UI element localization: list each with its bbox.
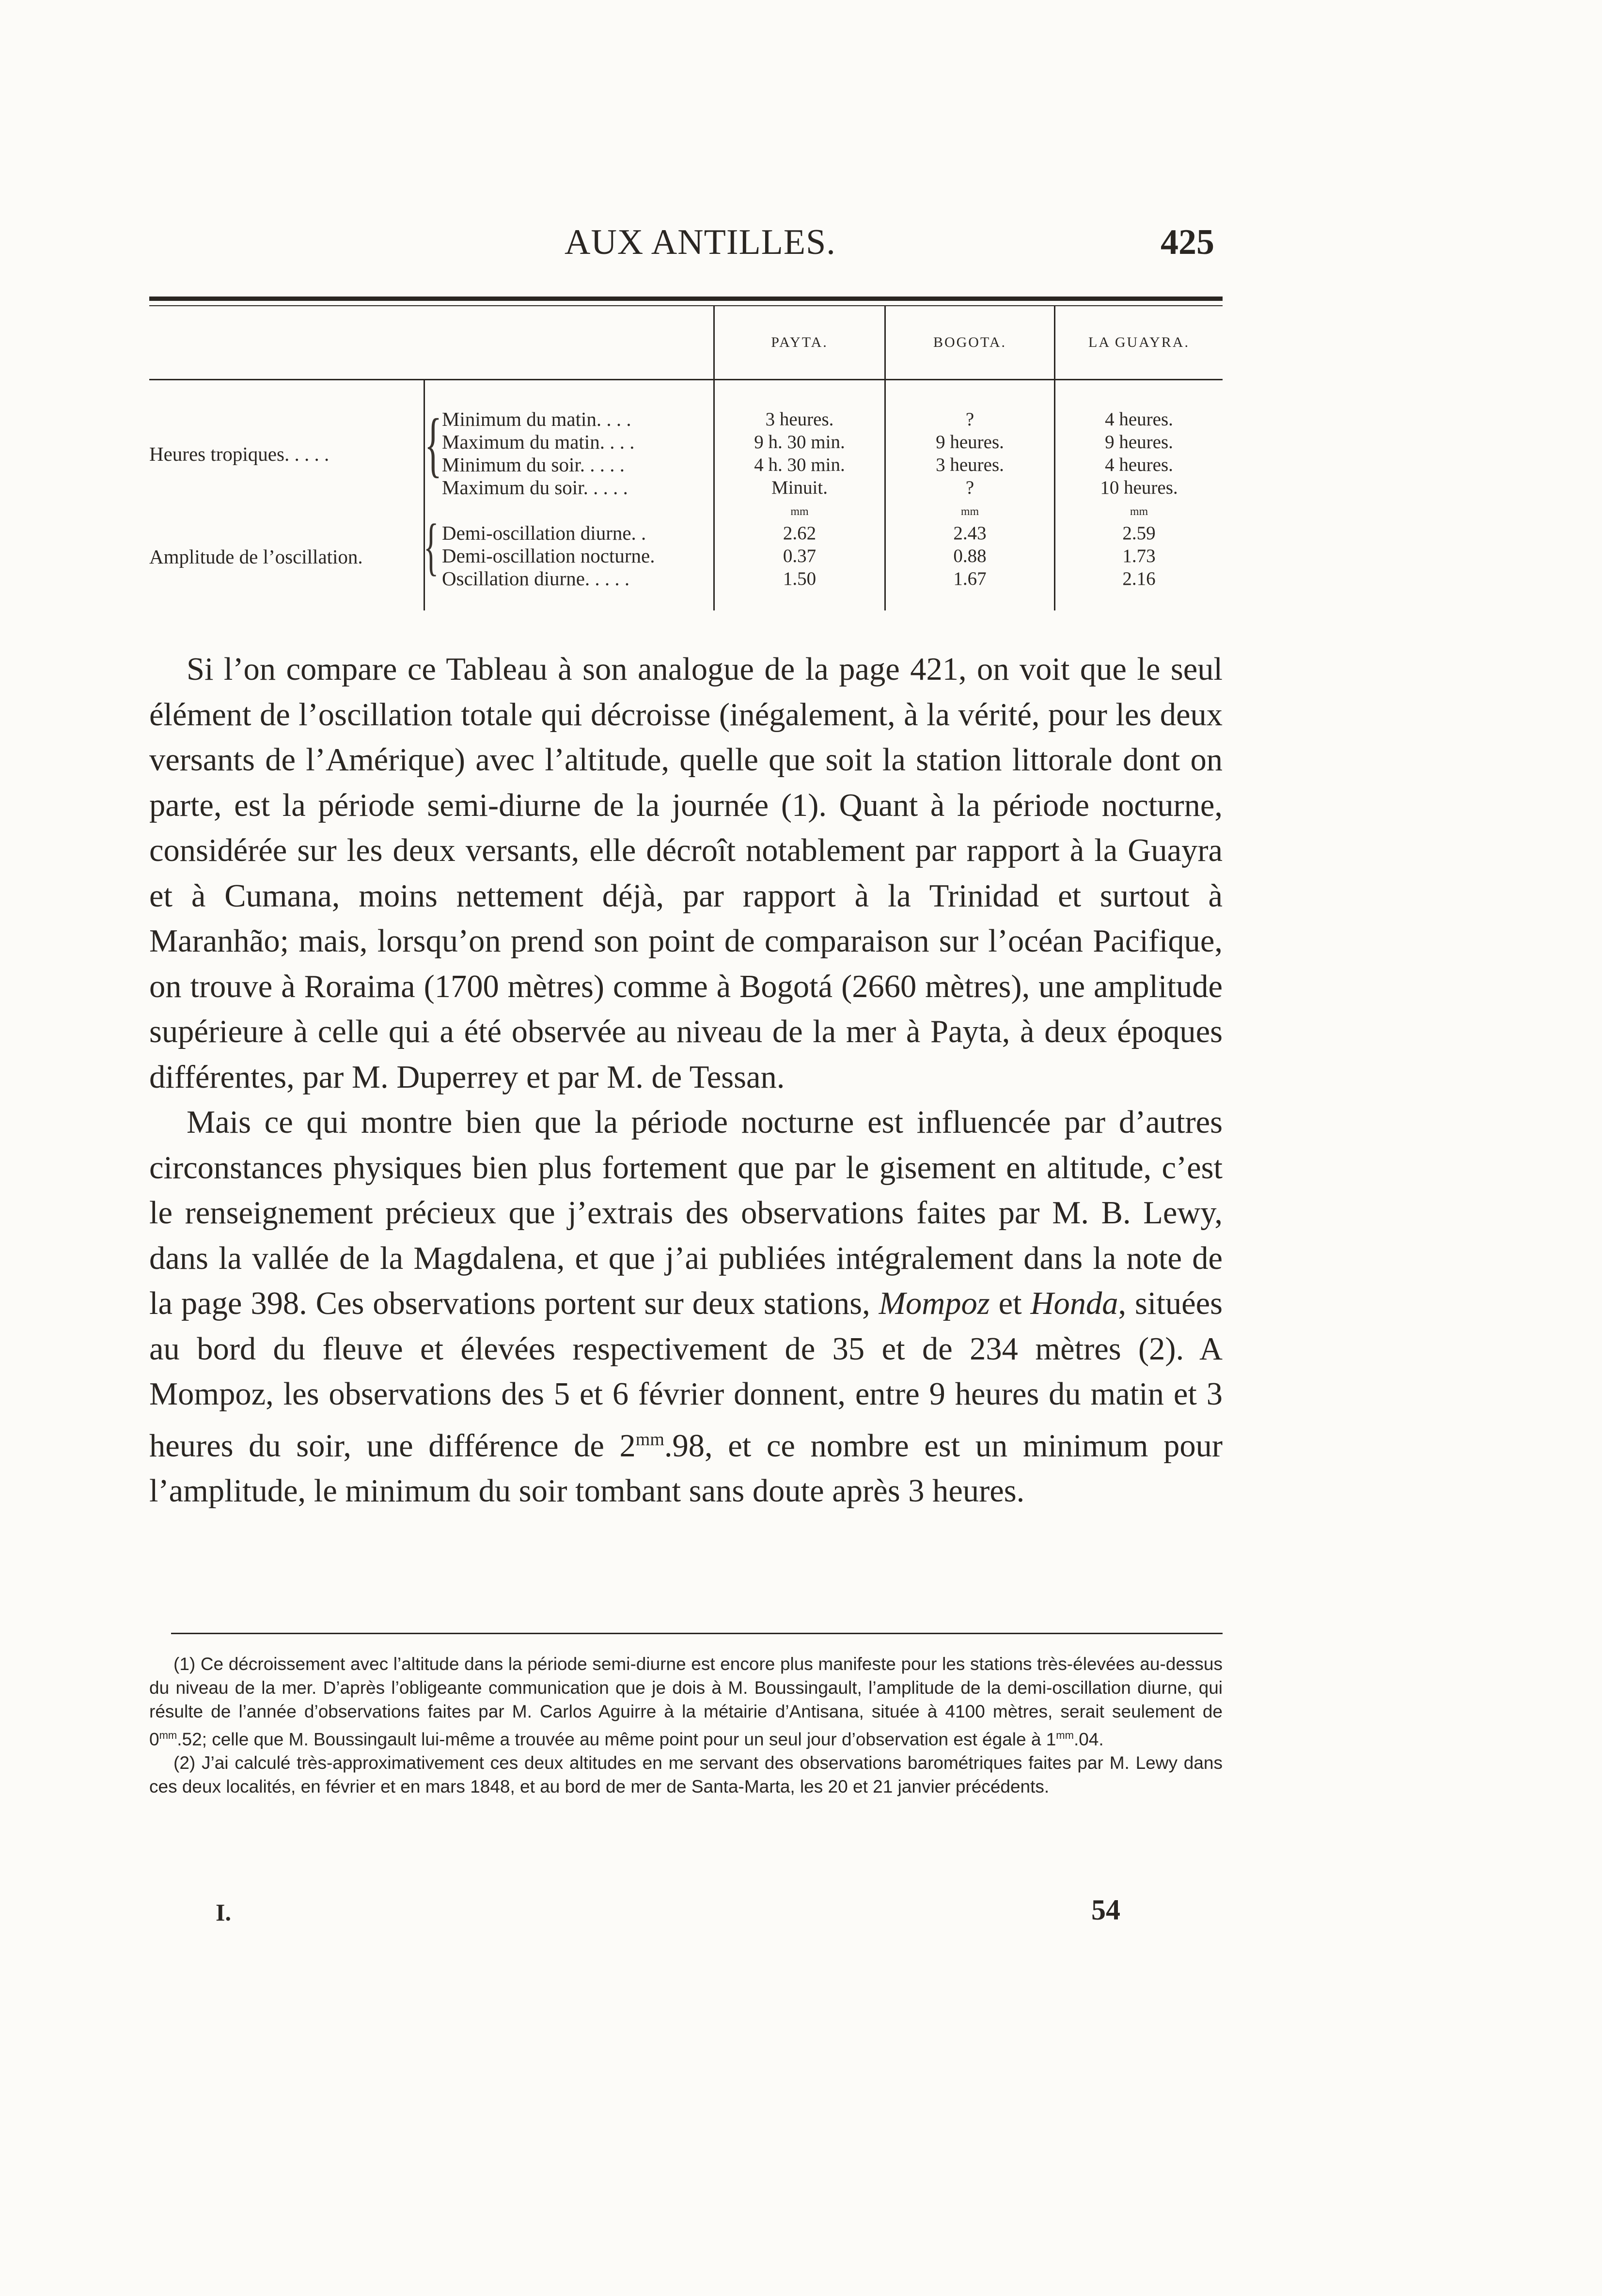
row-label: Oscillation diurne. . . . .: [442, 567, 630, 590]
place-name-honda: Honda: [1030, 1286, 1118, 1321]
table-cell: 4 heures.: [1105, 409, 1173, 430]
place-name-mompoz: Mompoz: [879, 1286, 990, 1321]
table-cell: 2.59: [1122, 523, 1156, 544]
footnote-rule: [171, 1633, 1223, 1634]
text-run: (1) Ce décroissement avec l’altitude dans la période semi-diurne est encore plus manifeste pour les stations très-élevées au-dessus du niveau de la mer. D’après l’obligeante communication que je dois à M. Boussingault, l’amplitude de la demi-oscillation diurne, qui résulte de l’année d’observations faites par M. Carlos Aguirre à la métairie d’Antisana, située à 4100 mètres, serait seulement de 0: [149, 1654, 1223, 1749]
row-label: Maximum du soir. . . . .: [442, 476, 628, 499]
table-cell: 2.43: [953, 523, 987, 544]
column-header-payta: PAYTA.: [771, 334, 828, 350]
text-run: .52; celle que M. Boussingault lui-même a trouvée au même point pour un seul jour d’observation est égale à 1: [177, 1729, 1056, 1749]
column-header-bogota: BOGOTA.: [933, 334, 1007, 350]
text-run: et: [998, 1286, 1022, 1321]
unit-superscript: mm: [1056, 1729, 1074, 1741]
table-cell: Minuit.: [771, 477, 828, 498]
data-table: [0, 0, 1602, 630]
signature-folio: 54: [1091, 1894, 1120, 1926]
text-run: Mais ce qui montre bien que la période nocturne est influencée par d’autres circonstances physiques bien plus fortement que par le gisement en altitude, c’est le renseignement précieux que j’extrais des observations faites par M. B. Lewy, dans la vallée de la Magdalena, et que j’ai publiées intégralement dans la note de la page 398. Ces observations portent sur deux stations,: [149, 1105, 1223, 1321]
table-top-rule-thick: [149, 297, 1223, 301]
unit-label: mm: [1130, 505, 1148, 518]
table-cell: 1.50: [783, 568, 817, 589]
brace: {: [423, 511, 439, 582]
unit-label: mm: [790, 505, 809, 518]
unit-superscript: mm: [159, 1729, 177, 1741]
row-label: Maximum du matin. . . .: [442, 431, 635, 453]
table-cell: 3 heures.: [765, 409, 834, 430]
text-run: .98, et ce nombre est un minimum pour l’amplitude, le minimum du soir tombant sans doute après 3 heures.: [149, 1428, 1223, 1509]
column-header-la-guayra: LA GUAYRA.: [1088, 334, 1190, 350]
table-cell: ?: [965, 409, 974, 430]
paragraph: Si l’on compare ce Tableau à son analogue de la page 421, on voit que le seul élément de l’oscillation totale qui décroisse (inégalement, à la vérité, pour les deux versants de l’Amérique) avec l’altitude, quelle que soit la station littorale dont on parte, est la période semi-diurne de la journée (1). Quant à la période nocturne, considérée sur les deux versants, elle décroît notablement par rapport à la Guayra et à Cumana, moins nettement déjà, par rapport à la Trinidad et surtout à Maranhão; mais, lorsqu’on prend son point de comparaison sur l’océan Pacifique, on trouve à Roraima (1700 mètres) comme à Bogotá (2660 mètres), une amplitude supérieure à celle qui a été observée au niveau de la mer à Payta, à deux époques différentes, par M. Duperrey et par M. de Tessan.: [149, 652, 1223, 1095]
unit-label: mm: [960, 505, 979, 518]
footnote-2: (2) J’ai calculé très-approximativement ces deux altitudes en me servant des observations barométriques faites par M. Lewy dans ces deux localités, en février et en mars 1848, et au bord de mer de Santa-Marta, les 20 et 21 janvier précédents.: [149, 1753, 1223, 1797]
paragraph: [149, 1100, 1223, 1514]
group-label-amplitude: Amplitude de l’oscillation.: [149, 546, 363, 568]
table-header-rule: [149, 379, 1223, 380]
table-cell: 9 heures.: [936, 432, 1004, 453]
table-cell: 0.37: [783, 546, 817, 566]
table-cell: 9 h. 30 min.: [754, 432, 845, 453]
table-cell: 9 heures.: [1105, 432, 1173, 453]
table-top-rule-thin: [149, 305, 1223, 306]
table-cell: 10 heures.: [1100, 477, 1178, 498]
table-cell: ?: [965, 477, 974, 498]
page-number: 425: [1161, 222, 1214, 262]
text-run: .04.: [1073, 1729, 1104, 1749]
group-label-heures-tropiques: Heures tropiques. . . . .: [149, 443, 330, 465]
table-cell: 1.67: [953, 568, 987, 589]
row-label: Demi-oscillation diurne. .: [442, 522, 646, 544]
table-cell: 4 h. 30 min.: [754, 454, 845, 475]
text-run: , situées au bord du fleuve et élevées respectivement de 35 et de 234 mètres (2). A Mompoz, les observations des 5 et 6 février donnent, entre 9 heures du matin et 3 heures du soir, une différence de 2: [149, 1286, 1223, 1464]
row-label: Demi-oscillation nocturne.: [442, 545, 655, 567]
body-text: [149, 647, 1223, 1514]
table-cell: 3 heures.: [936, 454, 1004, 475]
table-cell: 1.73: [1122, 546, 1156, 566]
table-cell: 4 heures.: [1105, 454, 1173, 475]
signature-mark: I.: [216, 1899, 231, 1926]
footnotes: [149, 1652, 1223, 1798]
table-cell: 2.16: [1122, 568, 1156, 589]
unit-superscript: mm: [635, 1429, 664, 1450]
row-label: Minimum du soir. . . . .: [442, 453, 625, 476]
footnote-1: [149, 1652, 1223, 1751]
table-cell: 0.88: [953, 546, 987, 566]
table-cell: 2.62: [783, 523, 817, 544]
row-label: Minimum du matin. . . .: [442, 408, 631, 430]
brace: {: [424, 404, 442, 484]
running-title: AUX ANTILLES.: [565, 222, 836, 262]
